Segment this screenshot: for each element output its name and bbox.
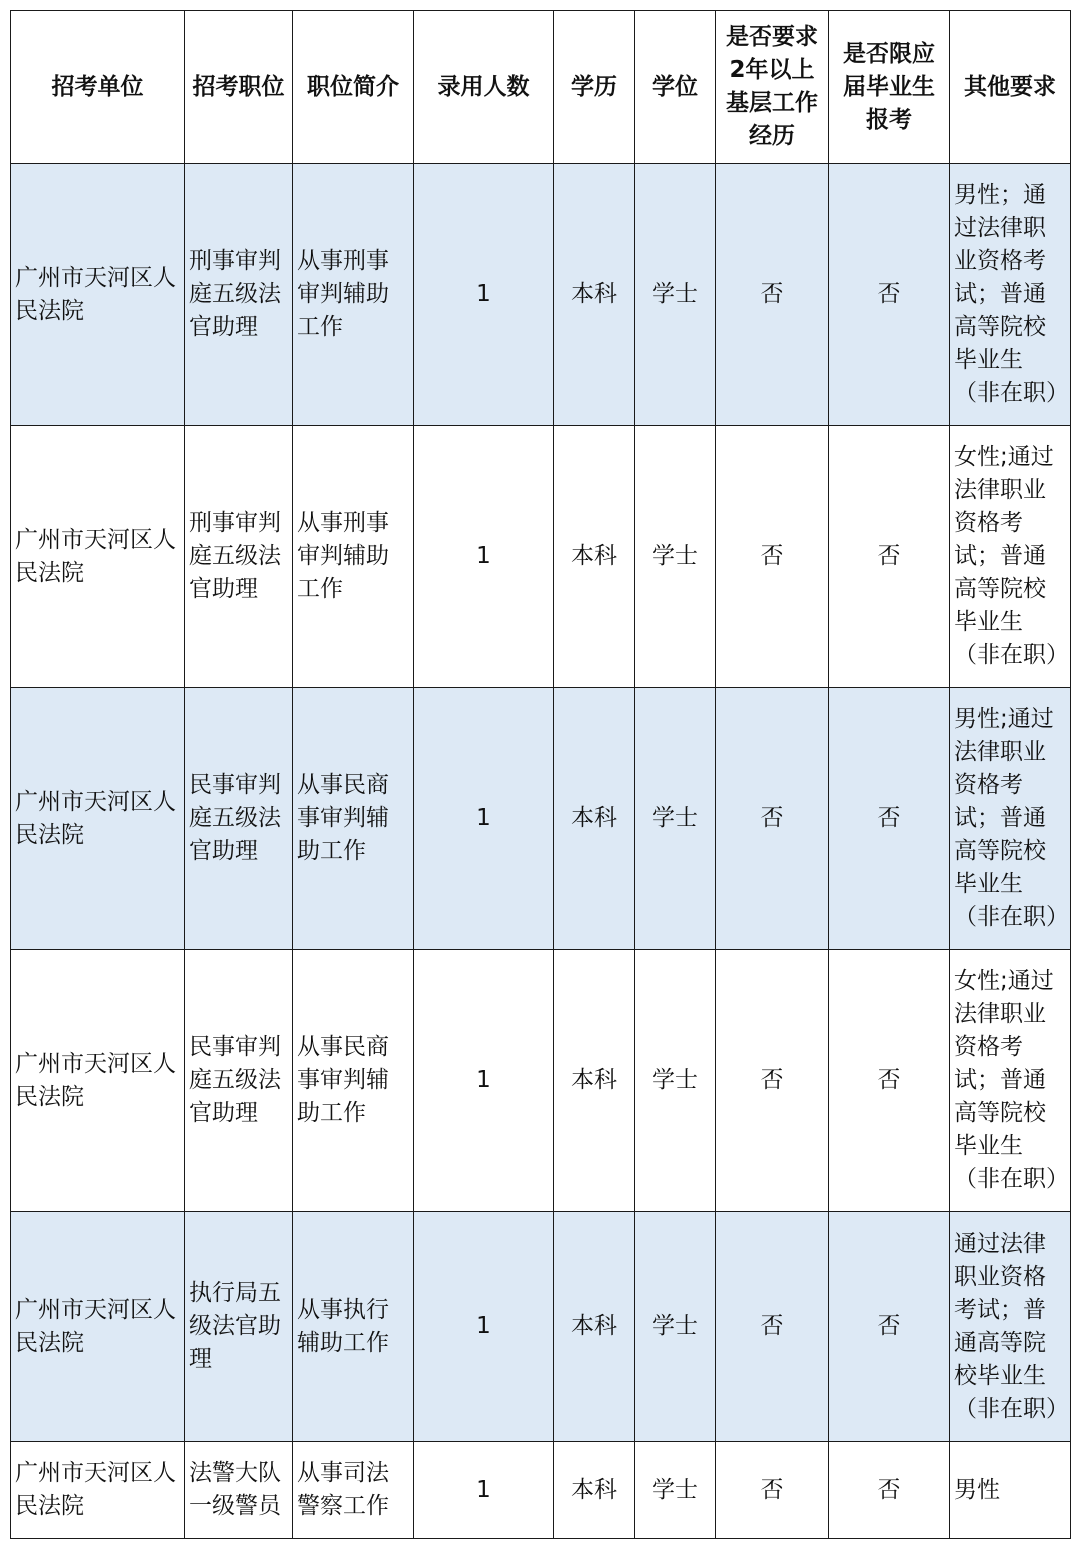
cell-fresh: 否 [829, 1442, 950, 1539]
cell-position: 民事审判庭五级法官助理 [185, 688, 293, 950]
cell-count: 1 [414, 426, 554, 688]
cell-grassroots: 否 [716, 688, 829, 950]
table-row [11, 426, 1071, 688]
cell-grassroots: 否 [716, 164, 829, 426]
cell-other: 男性；通过法律职业资格考试；普通高等院校毕业生（非在职） [950, 164, 1071, 426]
cell-intro: 从事刑事审判辅助工作 [293, 426, 414, 688]
table-row [11, 950, 1071, 1212]
cell-degree: 学士 [635, 950, 716, 1212]
table-row [11, 164, 1071, 426]
cell-count: 1 [414, 1212, 554, 1442]
cell-other: 男性 [950, 1442, 1071, 1539]
table-row [11, 688, 1071, 950]
cell-grassroots: 否 [716, 950, 829, 1212]
table-row [11, 1212, 1071, 1442]
cell-unit: 广州市天河区人民法院 [11, 426, 185, 688]
cell-education: 本科 [554, 1442, 635, 1539]
cell-intro: 从事刑事审判辅助工作 [293, 164, 414, 426]
cell-degree: 学士 [635, 1442, 716, 1539]
cell-fresh: 否 [829, 1212, 950, 1442]
cell-count: 1 [414, 688, 554, 950]
cell-education: 本科 [554, 164, 635, 426]
recruitment-table [10, 10, 1071, 1539]
cell-degree: 学士 [635, 688, 716, 950]
cell-fresh: 否 [829, 688, 950, 950]
cell-unit: 广州市天河区人民法院 [11, 1442, 185, 1539]
cell-other: 女性;通过法律职业资格考试；普通高等院校毕业生（非在职） [950, 426, 1071, 688]
cell-unit: 广州市天河区人民法院 [11, 950, 185, 1212]
cell-intro: 从事民商事审判辅助工作 [293, 950, 414, 1212]
cell-fresh: 否 [829, 950, 950, 1212]
header-degree: 学位 [635, 11, 716, 164]
cell-position: 法警大队一级警员 [185, 1442, 293, 1539]
header-other-requirements: 其他要求 [950, 11, 1071, 164]
cell-count: 1 [414, 164, 554, 426]
cell-degree: 学士 [635, 1212, 716, 1442]
cell-intro: 从事民商事审判辅助工作 [293, 688, 414, 950]
cell-other: 通过法律职业资格考试；普通高等院校毕业生（非在职） [950, 1212, 1071, 1442]
cell-education: 本科 [554, 426, 635, 688]
cell-education: 本科 [554, 1212, 635, 1442]
cell-other: 男性;通过法律职业资格考试；普通高等院校毕业生（非在职） [950, 688, 1071, 950]
cell-fresh: 否 [829, 426, 950, 688]
header-unit: 招考单位 [11, 11, 185, 164]
cell-position: 刑事审判庭五级法官助理 [185, 426, 293, 688]
cell-fresh: 否 [829, 164, 950, 426]
cell-unit: 广州市天河区人民法院 [11, 688, 185, 950]
cell-degree: 学士 [635, 426, 716, 688]
header-position: 招考职位 [185, 11, 293, 164]
cell-position: 民事审判庭五级法官助理 [185, 950, 293, 1212]
cell-degree: 学士 [635, 164, 716, 426]
header-row [11, 11, 1071, 164]
header-education: 学历 [554, 11, 635, 164]
cell-intro: 从事执行辅助工作 [293, 1212, 414, 1442]
header-count: 录用人数 [414, 11, 554, 164]
cell-unit: 广州市天河区人民法院 [11, 164, 185, 426]
cell-unit: 广州市天河区人民法院 [11, 1212, 185, 1442]
header-grassroots-experience: 是否要求2年以上基层工作经历 [716, 11, 829, 164]
header-intro: 职位简介 [293, 11, 414, 164]
cell-intro: 从事司法警察工作 [293, 1442, 414, 1539]
cell-position: 刑事审判庭五级法官助理 [185, 164, 293, 426]
cell-count: 1 [414, 1442, 554, 1539]
cell-grassroots: 否 [716, 1442, 829, 1539]
cell-grassroots: 否 [716, 426, 829, 688]
header-fresh-graduate: 是否限应届毕业生报考 [829, 11, 950, 164]
cell-education: 本科 [554, 688, 635, 950]
cell-position: 执行局五级法官助理 [185, 1212, 293, 1442]
table-row [11, 1442, 1071, 1539]
cell-count: 1 [414, 950, 554, 1212]
cell-other: 女性;通过法律职业资格考试；普通高等院校毕业生（非在职） [950, 950, 1071, 1212]
cell-education: 本科 [554, 950, 635, 1212]
cell-grassroots: 否 [716, 1212, 829, 1442]
